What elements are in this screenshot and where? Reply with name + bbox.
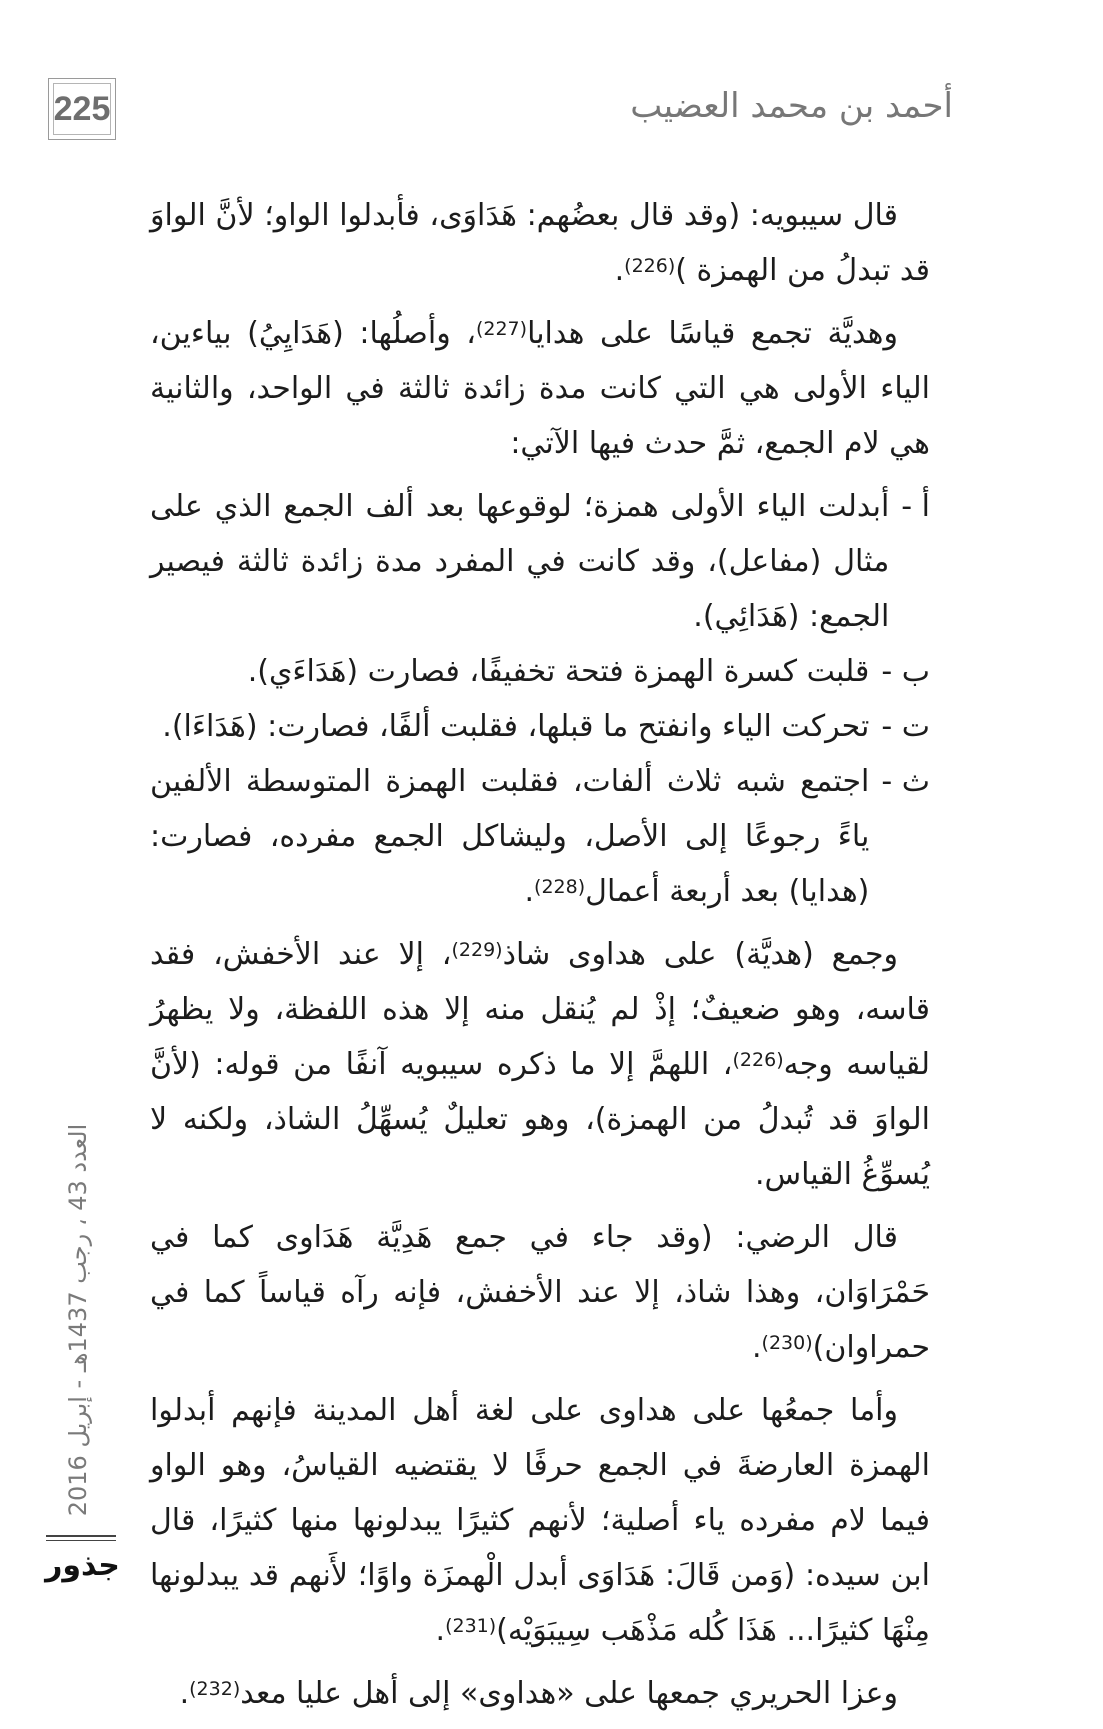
paragraph-text: وهديَّة تجمع قياسًا على هدايا: [527, 316, 898, 351]
paragraph: [150, 1383, 930, 1658]
list-text: قلبت كسرة الهمزة فتحة تخفيفًا، فصارت (هَدَاءَي).: [247, 654, 870, 689]
paragraph-text: وجمع (هديَّة) على هداوى شاذ: [502, 937, 898, 972]
list-item: [150, 644, 930, 699]
paragraph-end: .: [435, 1613, 446, 1648]
paragraph-text: قال سيبويه: (وقد قال بعضُهم: هَدَاوَى، فأبدلوا الواو؛ لأنَّ الواوَ قد تبدلُ من الهمزة ): [150, 198, 930, 288]
paragraph-text: ، إلا عند الأخفش، فقد قاسه، وهو ضعيفٌ؛ إذْ لم يُنقل منه إلا هذه اللفظة، ولا يظهرُ لقياسه وجه: [150, 937, 931, 1082]
paragraph-end: .: [179, 1676, 190, 1711]
paragraph-end: .: [752, 1330, 762, 1365]
divider: [46, 1540, 116, 1541]
paragraph: [150, 1666, 930, 1721]
list-item: [150, 479, 930, 644]
paragraph: [150, 927, 930, 1202]
issue-info: العدد 43 ، رجب 1437هـ - إبريل 2016: [64, 1123, 92, 1517]
paragraph-text: قال الرضي: (وقد جاء في جمع هَدِيَّة هَدَاوى كما في حَمْرَاوَان، وهذا شاذ، إلا عند الأخفش، فإنه رآه قياساً كما في حمراوان): [150, 1220, 930, 1365]
footnote-ref: (231): [445, 1615, 497, 1637]
paragraph: [150, 188, 930, 298]
paragraph-text: وأما جمعُها على هداوى على لغة أهل المدينة فإنهم أبدلوا الهمزة العارضةَ في الجمع حرفًا لا يقتضيه القياسُ، وهو الواو فيما لام مفرده ياء أصلية؛ لأنهم كثيرًا يبدلونها منها كثيرًا، قال ابن سيده: (وَمن قَالَ: هَدَاوَى أبدل الْهمزَة واوًا؛ لأَنهم قد يبدلونها مِنْهَا كثيرًا... هَذَا كُله مَذْهَب سِيبَوَيْه): [150, 1393, 930, 1648]
paragraph-text: ، وأصلُها: (هَدَايِيُ) بياءين، الياء الأولى هي التي كانت مدة زائدة ثالثة في الواحد، والثانية هي لام الجمع، ثمَّ حدث فيها الآتي:: [150, 316, 930, 461]
list-text-body: اجتمع شبه ثلاث ألفات، فقلبت الهمزة المتوسطة الألفين ياءً رجوعًا إلى الأصل، وليشاكل الجمع مفرده، فصارت: (هدايا) بعد أربعة أعمال: [150, 764, 870, 909]
list-item: [150, 699, 930, 754]
list-letter: أ -: [901, 489, 930, 524]
list-letter: ث -: [881, 764, 930, 799]
list-text: [150, 754, 869, 919]
paragraph-end: .: [614, 253, 625, 288]
footnote-ref: (230): [761, 1332, 813, 1354]
footnote-ref: (229): [451, 939, 503, 961]
divider: [46, 1535, 116, 1537]
footnote-ref: (226): [624, 255, 676, 277]
footnote-ref: (232): [189, 1678, 241, 1700]
list-text: أبدلت الياء الأولى همزة؛ لوقوعها بعد ألف الجمع الذي على مثال (مفاعل)، وقد كانت في المفرد مدة زائدة ثالثة فيصير الجمع: (هَدَائِي).: [150, 489, 890, 634]
list-text: تحركت الياء وانفتح ما قبلها، فقلبت ألفًا، فصارت: (هَدَاءَا).: [162, 709, 870, 744]
paragraph-text: وعزا الحريري جمعها على «هداوى» إلى أهل عليا معد: [240, 1676, 898, 1711]
list-letter: ب -: [881, 654, 930, 689]
footnote-ref: (226): [732, 1049, 784, 1071]
list-item: [150, 754, 930, 919]
author-name: أحمد بن محمد العضيب: [630, 86, 953, 126]
footnote-ref: (228): [534, 876, 586, 898]
journal-logo: جذور: [45, 1548, 120, 1583]
page-number: 225: [48, 78, 116, 140]
paragraph: [150, 1210, 930, 1375]
list-letter: ت -: [881, 709, 930, 744]
footnote-ref: (227): [475, 318, 528, 340]
list-text-end: .: [524, 874, 535, 909]
paragraph-text: ، اللهمَّ إلا ما ذكره سيبويه آنفًا من قوله: (لأنَّ الواوَ قد تُبدلُ من الهمزة)، وهو تعليلٌ يُسهِّلُ الشاذ، ولكنه لا يُسوِّغُ القياس.: [150, 1047, 930, 1192]
article-body: [150, 188, 930, 1729]
paragraph: [150, 306, 930, 471]
